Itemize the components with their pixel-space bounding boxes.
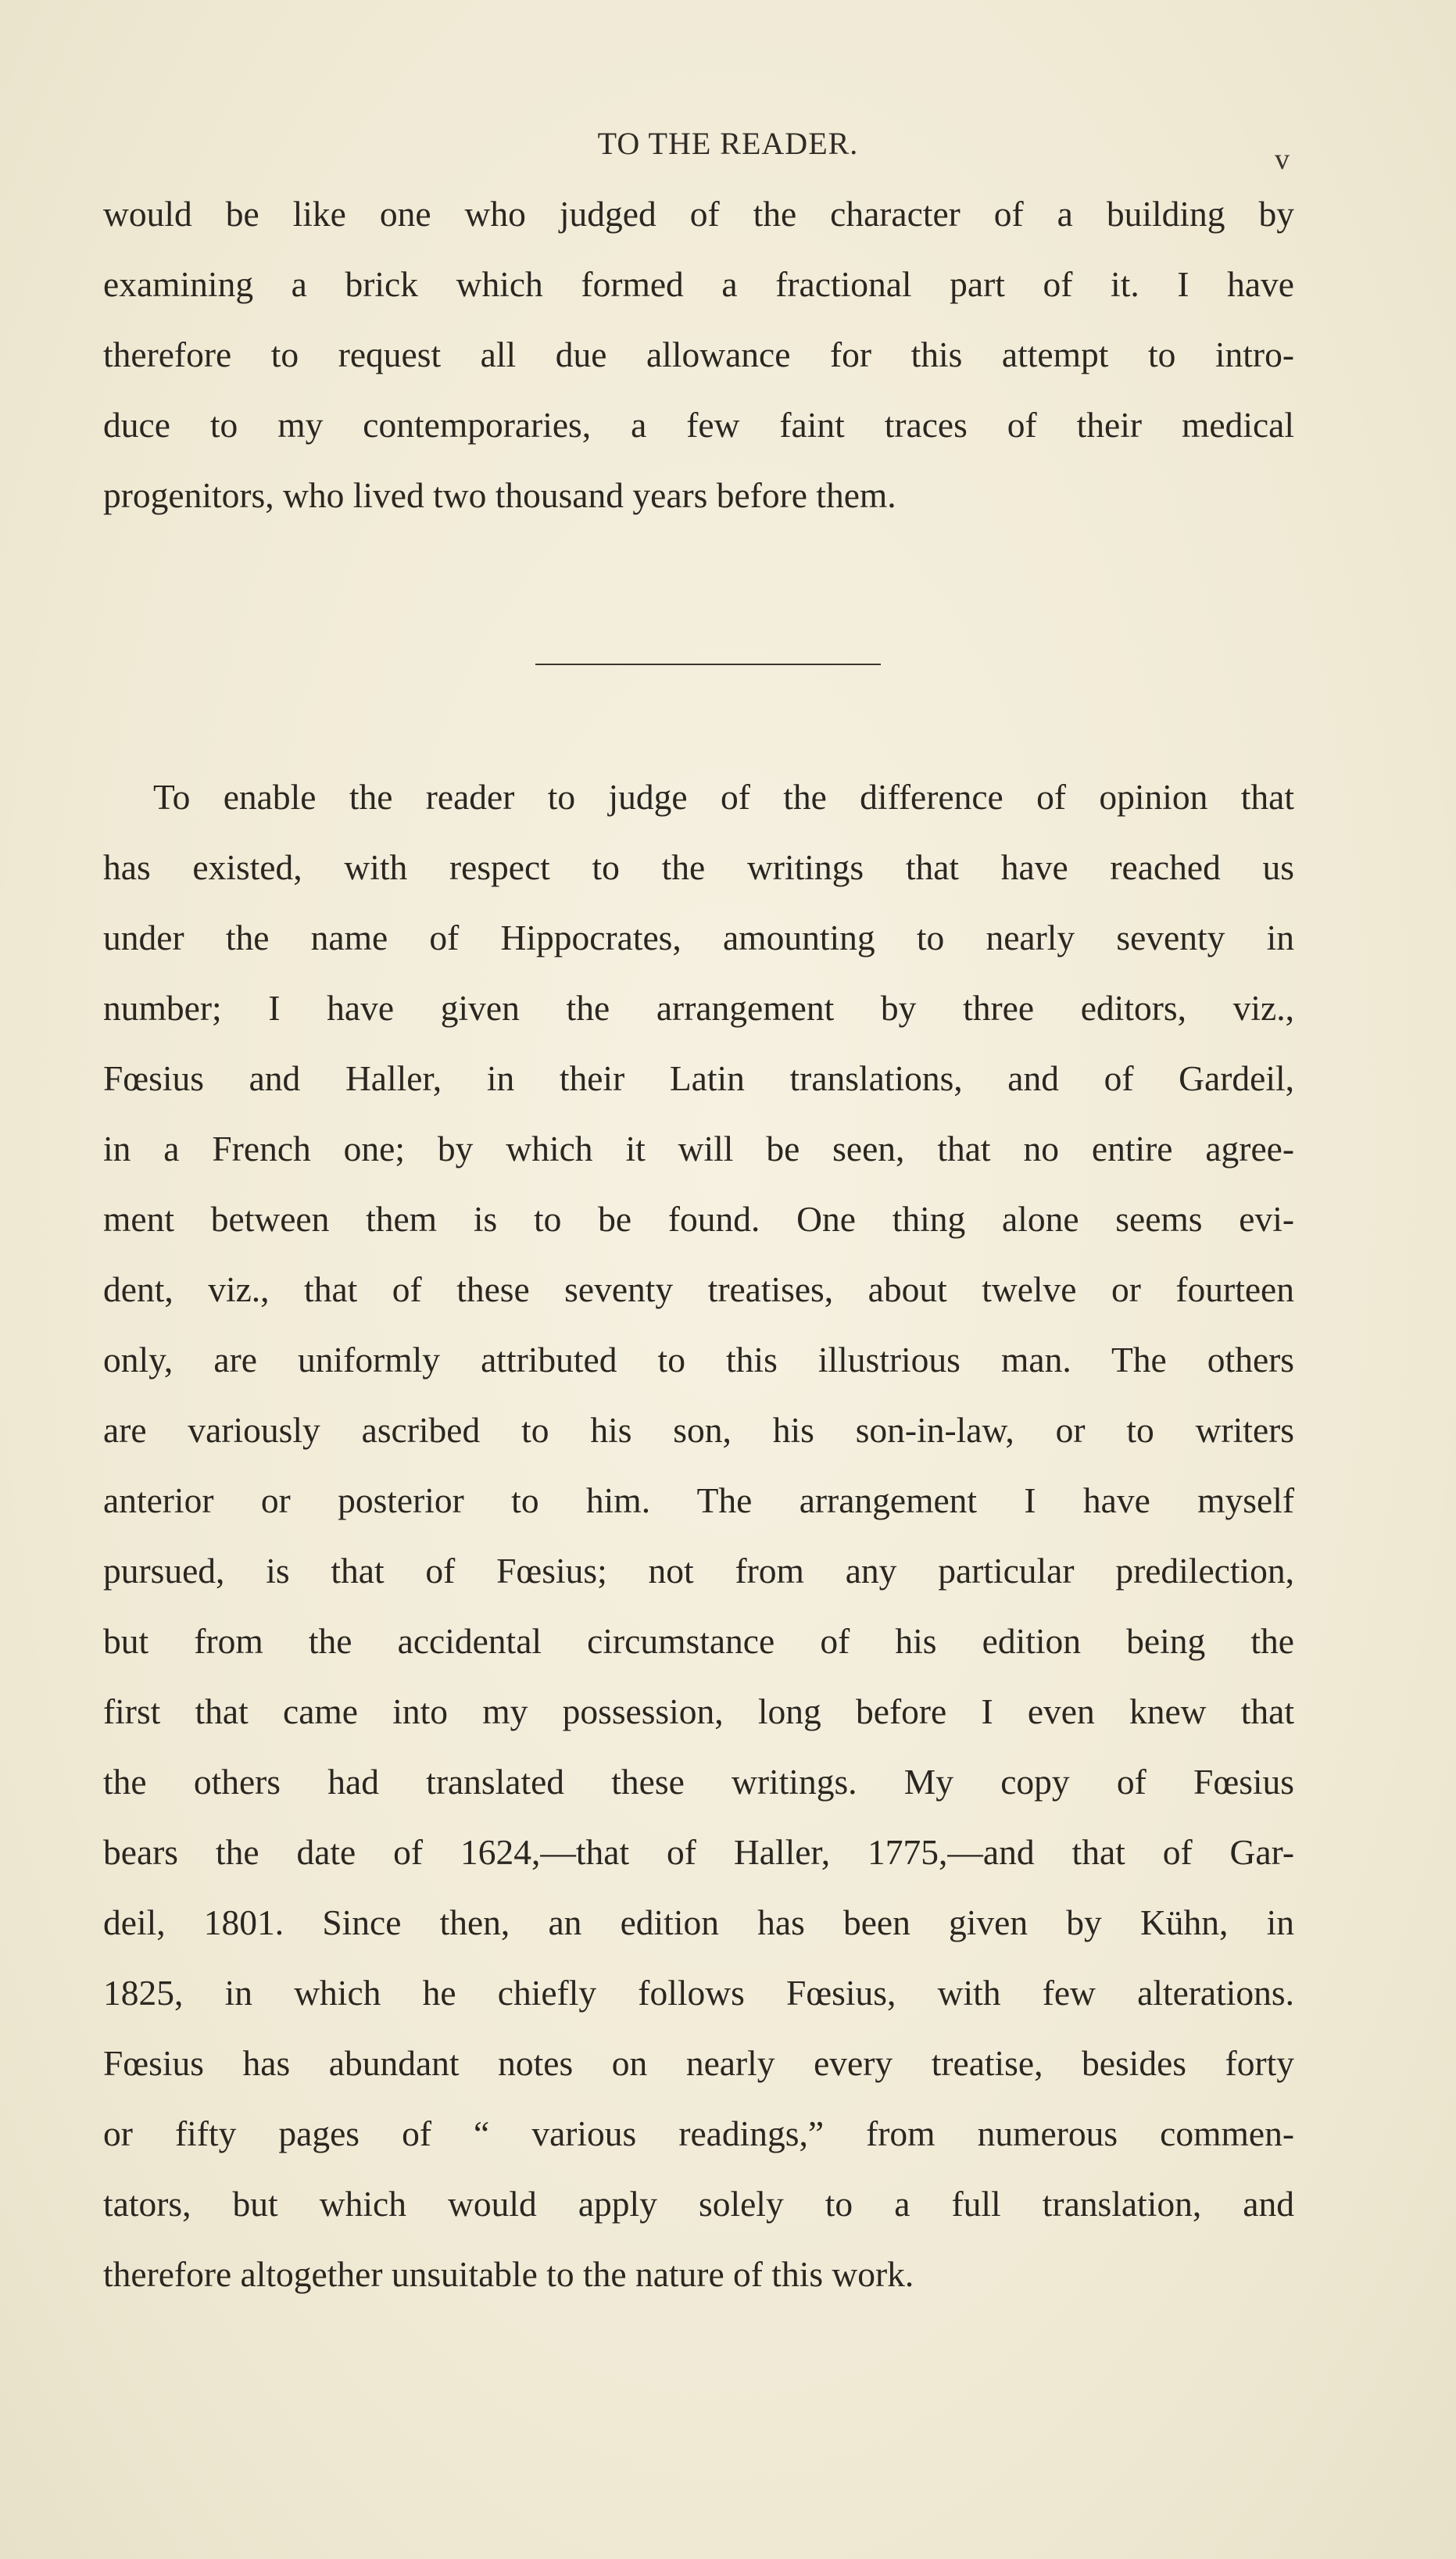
text-line: dent, viz., that of these seventy treatises, about twelve or fourteen <box>103 1269 1294 1309</box>
text-line: duce to my contemporaries, a few faint traces of their medical <box>103 405 1294 445</box>
text-line: deil, 1801. Since then, an edition has been given by Kühn, in <box>103 1902 1294 1942</box>
text-line: 1825, in which he chiefly follows Fœsius, with few alterations. <box>103 1973 1294 2013</box>
text-line: anterior or posterior to him. The arrangement I have myself <box>103 1480 1294 1520</box>
text-line: tators, but which would apply solely to a full translation, and <box>103 2184 1294 2224</box>
text-line: but from the accidental circumstance of his edition being the <box>103 1621 1294 1661</box>
text-line: therefore altogether unsuitable to the nature of this work. <box>103 2254 914 2294</box>
paragraph-continued <box>103 179 1294 531</box>
text-line: has existed, with respect to the writings that have reached us <box>103 847 1294 887</box>
running-head: TO THE READER. <box>597 126 859 161</box>
text-line: or fifty pages of “ various readings,” from numerous commen- <box>103 2113 1294 2153</box>
section-divider-rule <box>535 664 881 665</box>
page-number: v <box>1275 143 1290 176</box>
paragraph-editions <box>103 762 1294 2310</box>
text-line: therefore to request all due allowance for this attempt to intro- <box>103 335 1294 374</box>
text-line: in a French one; by which it will be seen, that no entire agree- <box>103 1129 1294 1169</box>
text-line: ment between them is to be found. One thing alone seems evi- <box>103 1199 1294 1239</box>
text-line: examining a brick which formed a fractional part of it. I have <box>103 264 1294 304</box>
text-line: would be like one who judged of the character of a building by <box>103 194 1294 234</box>
text-line: the others had translated these writings. My copy of Fœsius <box>103 1762 1294 1802</box>
text-line: bears the date of 1624,—that of Haller, 1775,—and that of Gar- <box>103 1832 1294 1872</box>
text-line: pursued, is that of Fœsius; not from any particular predilection, <box>103 1551 1294 1591</box>
text-line: only, are uniformly attributed to this illustrious man. The others <box>103 1340 1294 1380</box>
text-line: are variously ascribed to his son, his son-in-law, or to writers <box>103 1410 1294 1450</box>
text-line: first that came into my possession, long before I even knew that <box>103 1691 1294 1731</box>
text-line: Fœsius has abundant notes on nearly every treatise, besides forty <box>103 2043 1294 2083</box>
text-line: To enable the reader to judge of the difference of opinion that <box>153 777 1294 817</box>
text-line: under the name of Hippocrates, amounting to nearly seventy in <box>103 918 1294 957</box>
text-line: progenitors, who lived two thousand years before them. <box>103 475 896 515</box>
text-line: Fœsius and Haller, in their Latin translations, and of Gardeil, <box>103 1058 1294 1098</box>
text-line: number; I have given the arrangement by three editors, viz., <box>103 988 1294 1028</box>
